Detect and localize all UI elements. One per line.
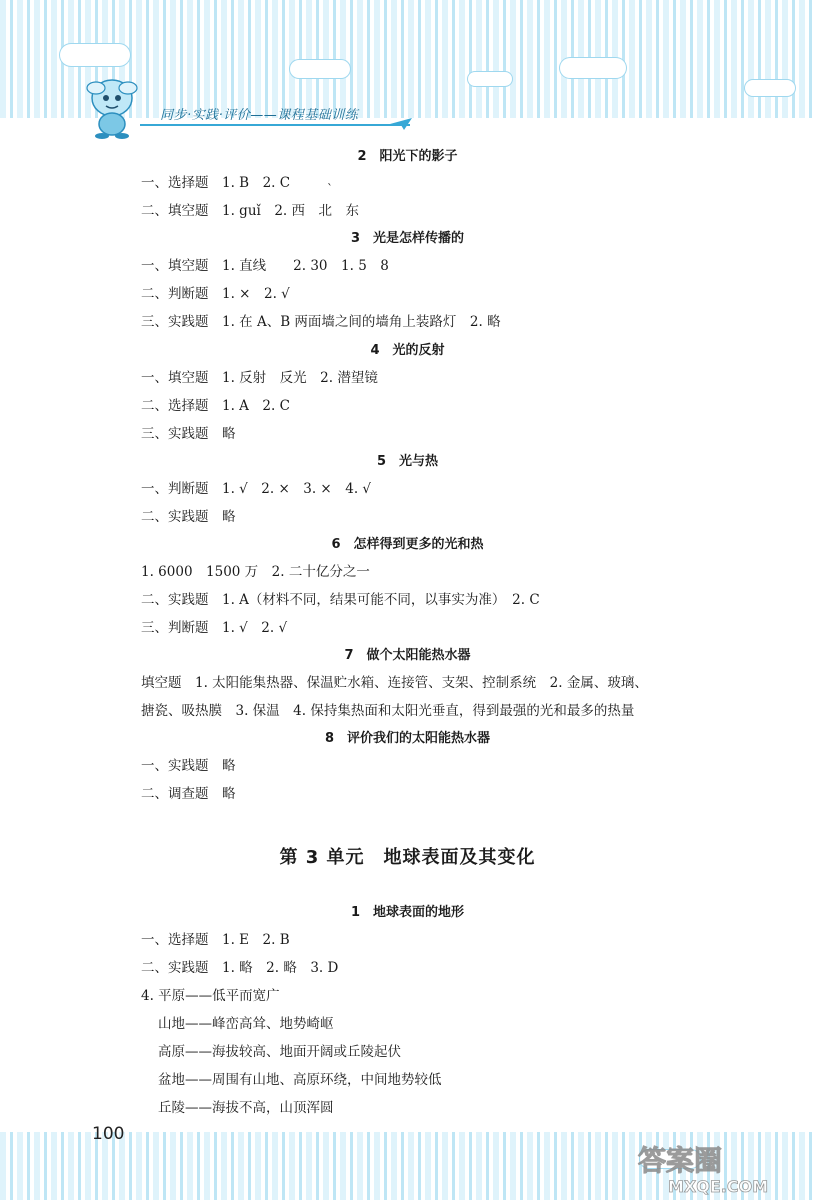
answer-line: 二、调查题 略 <box>141 786 236 802</box>
watermark-logo <box>628 1138 808 1196</box>
answer-line: 填空题 1. 太阳能集热器、保温贮水箱、连接管、支架、控制系统 2. 金属、玻璃、 <box>141 675 648 691</box>
section-heading: 3 光是怎样传播的 <box>350 231 465 246</box>
cloud-decoration <box>560 58 626 78</box>
section-heading: 1 地球表面的地形 <box>350 905 465 920</box>
answer-line: 二、判断题 1. × 2. √ <box>141 286 290 302</box>
header-underline <box>140 124 410 126</box>
answer-line: 山地——峰峦高耸、地势崎岖 <box>158 1016 334 1032</box>
mascot-icon <box>82 72 152 140</box>
answer-line: 1. 6000 1500 万 2. 二十亿分之一 <box>141 564 370 580</box>
answer-line: 丘陵——海拔不高，山顶浑圆 <box>158 1100 334 1116</box>
answer-line: 4. 平原——低平而宽广 <box>141 988 280 1004</box>
answer-line: 一、选择题 1. E 2. B <box>141 932 290 948</box>
unit-title: 第 3 单元 地球表面及其变化 <box>279 847 536 868</box>
answer-line: 一、选择题 1. B 2. C <box>141 175 291 191</box>
answer-line: 一、判断题 1. √ 2. × 3. × 4. √ <box>141 481 372 497</box>
answer-line: 二、实践题 略 <box>141 509 236 525</box>
answer-line: 二、实践题 1. 略 2. 略 3. D <box>141 960 339 976</box>
answer-line: 二、填空题 1. guǐ 2. 西 北 东 <box>141 203 359 219</box>
svg-text:答案圈: 答案圈 <box>638 1144 723 1177</box>
answer-line: 二、实践题 1. A（材料不同，结果可能不同，以事实为准） 2. C <box>141 592 540 608</box>
answer-line: 三、判断题 1. √ 2. √ <box>141 620 288 636</box>
answer-line: 一、实践题 略 <box>141 758 236 774</box>
section-heading: 7 做个太阳能热水器 <box>344 648 471 663</box>
answer-line: 搪瓷、吸热膜 3. 保温 4. 保持集热面和太阳光垂直，得到最强的光和最多的热量 <box>141 703 635 719</box>
answer-line: 一、填空题 1. 直线 2. 30 1. 5 8 <box>141 258 389 274</box>
page-number: 100 <box>92 1124 125 1144</box>
cloud-decoration <box>290 60 350 78</box>
paper-plane-icon <box>390 118 412 130</box>
section-heading: 2 阳光下的影子 <box>357 149 458 164</box>
answer-line: 三、实践题 略 <box>141 426 236 442</box>
cloud-decoration <box>745 80 795 96</box>
section-heading: 6 怎样得到更多的光和热 <box>331 537 484 552</box>
section-heading: 5 光与热 <box>376 454 439 469</box>
stray-mark: ` <box>327 182 333 196</box>
answer-line: 二、选择题 1. A 2. C <box>141 398 290 414</box>
cloud-decoration <box>468 72 512 86</box>
svg-text:MXQE.COM: MXQE.COM <box>668 1177 769 1196</box>
answer-line: 三、实践题 1. 在 A、B 两面墙之间的墙角上装路灯 2. 略 <box>141 314 501 330</box>
section-heading: 8 评价我们的太阳能热水器 <box>324 731 491 746</box>
section-heading: 4 光的反射 <box>370 343 445 358</box>
answer-line: 一、填空题 1. 反射 反光 2. 潜望镜 <box>141 370 378 386</box>
cloud-decoration <box>60 44 130 66</box>
answer-line: 盆地——周围有山地、高原环绕，中间地势较低 <box>158 1072 442 1088</box>
answer-line: 高原——海拔较高、地面开阔或丘陵起伏 <box>158 1044 401 1060</box>
book-series-title: 同步·实践·评价——课程基础训练 <box>160 108 359 123</box>
